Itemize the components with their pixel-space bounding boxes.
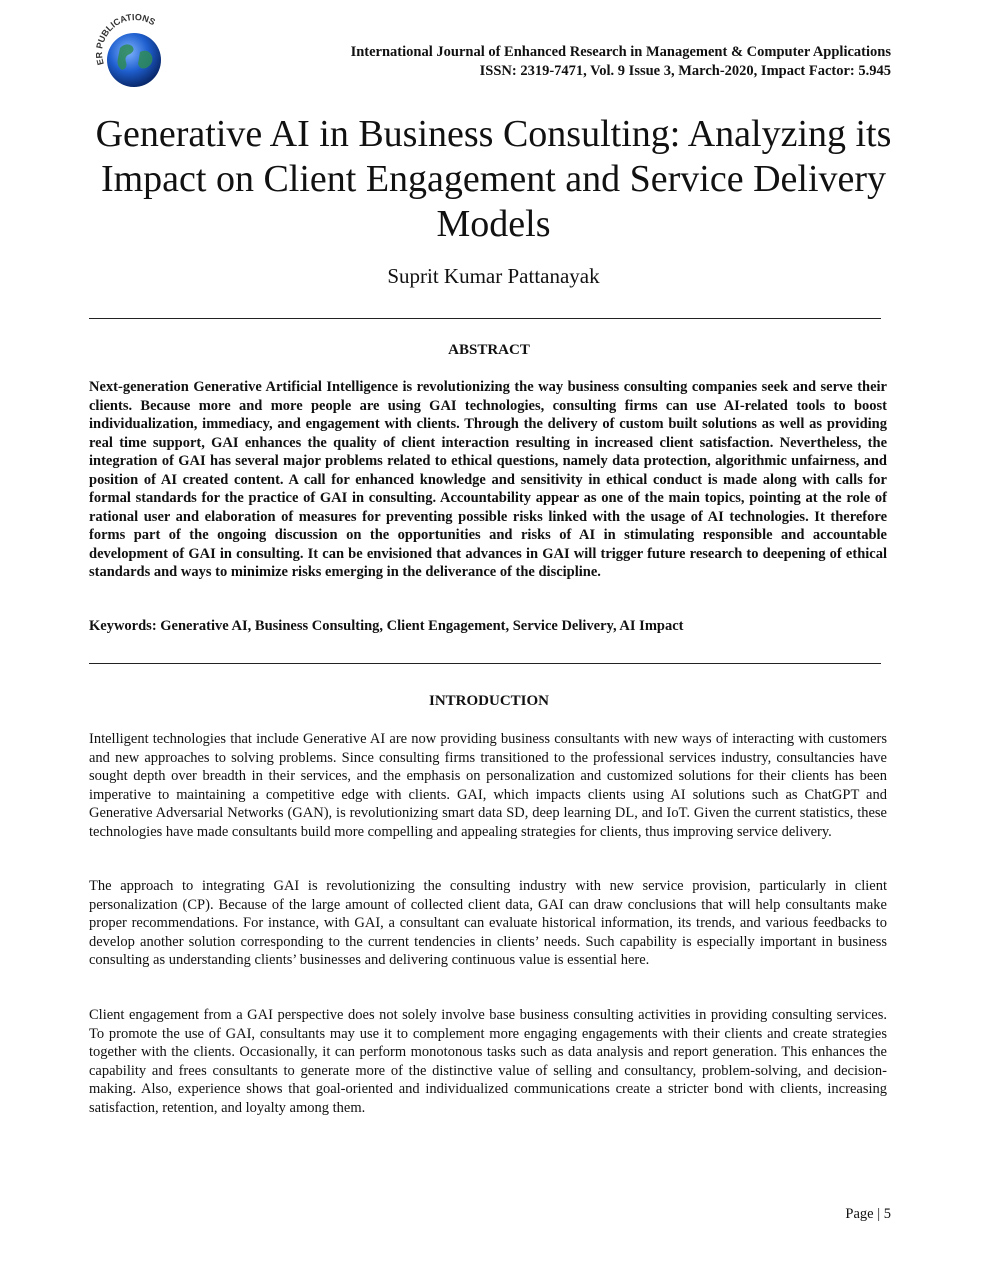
publisher-logo — [90, 12, 180, 92]
keywords: Keywords: Generative AI, Business Consulting, Client Engagement, Service Delivery, AI Impact — [89, 618, 684, 634]
divider-bottom — [89, 663, 881, 664]
intro-paragraph-1: Intelligent technologies that include Generative AI are now providing business consultants with new ways of interacting with customers and new approaches to solving problems. Since consulting firms transitioned to the professional services industry, consultancies have sought depth over breadth in their services, and the emphasis on personalization and customized solutions for their clients has been imperative to maintaining a competitive edge with clients. GAI, which impacts clients using AI solutions such as ChatGPT and Generative Adversarial Networks (GAN), is revolutionizing smart data SD, deep learning DL, and IoT. Given the current statistics, these technologies have made consultants build more compelling and appealing strategies for clients, thus improving service delivery. — [89, 731, 887, 840]
journal-name: International Journal of Enhanced Research in Management & Computer Applications — [350, 44, 891, 60]
intro-paragraph-2: The approach to integrating GAI is revolutionizing the consulting industry with new service provision, particularly in client personalization (CP). Because of the large amount of collected client data, GAI can draw conclusions that will help consultants make proper recommendations. For instance, with GAI, a consultant can evaluate historical information, its trends, and various feedbacks to develop another solution corresponding to the current tendencies in clients’ needs. Such capability is especially important in business consulting as understanding clients’ businesses and delivering continuous value is essential here. — [89, 878, 887, 968]
intro-paragraph-3: Client engagement from a GAI perspective does not solely involve base business consulting activities in providing consulting services. To promote the use of GAI, consultants may use it to complement more engaging engagements with their clients and create strategies together with the clients. Occasionally, it can perform monotonous tasks such as data analysis and report generation. This enhances the capability and frees consultants to generate more of the distinctive value of selling and consultancy, problem-solving, and decision-making. Also, experience shows that goal-oriented and individualized communications create a stricter bond with clients, increasing satisfaction, retention, and loyalty among them. — [89, 1007, 887, 1116]
abstract-heading: ABSTRACT — [448, 342, 530, 358]
page-number: Page | 5 — [845, 1206, 891, 1222]
paper-title: Generative AI in Business Consulting: Analyzing its Impact on Client Engagement and Service Delivery Models — [95, 113, 892, 245]
journal-header — [351, 43, 891, 81]
divider-top — [89, 318, 881, 319]
globe-logo-icon — [90, 12, 180, 92]
introduction-heading: INTRODUCTION — [428, 693, 549, 709]
issn-line: ISSN: 2319-7471, Vol. 9 Issue 3, March-2020, Impact Factor: 5.945 — [479, 63, 891, 79]
logo-text: ER PUBLICATIONS — [93, 12, 157, 67]
abstract-body: Next-generation Generative Artificial Intelligence is revolutionizing the way business consulting companies seek and serve their clients. Because more and more people are using GAI technologies, consulting firms can use AI-related tools to boost individualization, immediacy, and engagement with clients. Through the delivery of custom built solutions as well as providing real time support, GAI enhances the quality of client interaction resulting in increased client satisfaction. Nevertheless, the integration of GAI has several major problems related to ethical questions, namely data protection, algorithmic unfairness, and position of AI created content. A call for enhanced knowledge and sensitivity in ethical conduct is made along with calls for formal standards for the practice of GAI in consulting. Accountability appear as one of the main topics, pointing at the role of rational user and elaboration of measures for preventing possible risks linked with the usage of AI technologies. It therefore forms part of the ongoing discussion on the opportunities and risks of AI in stimulating responsible and accountable development of GAI in consulting. It can be envisioned that advances in GAI will trigger future research to deepening of ethical standards and ways to minimize risks emerging in the deliverance of the discipline. — [89, 379, 887, 580]
author-name: Suprit Kumar Pattanayak — [387, 264, 600, 288]
